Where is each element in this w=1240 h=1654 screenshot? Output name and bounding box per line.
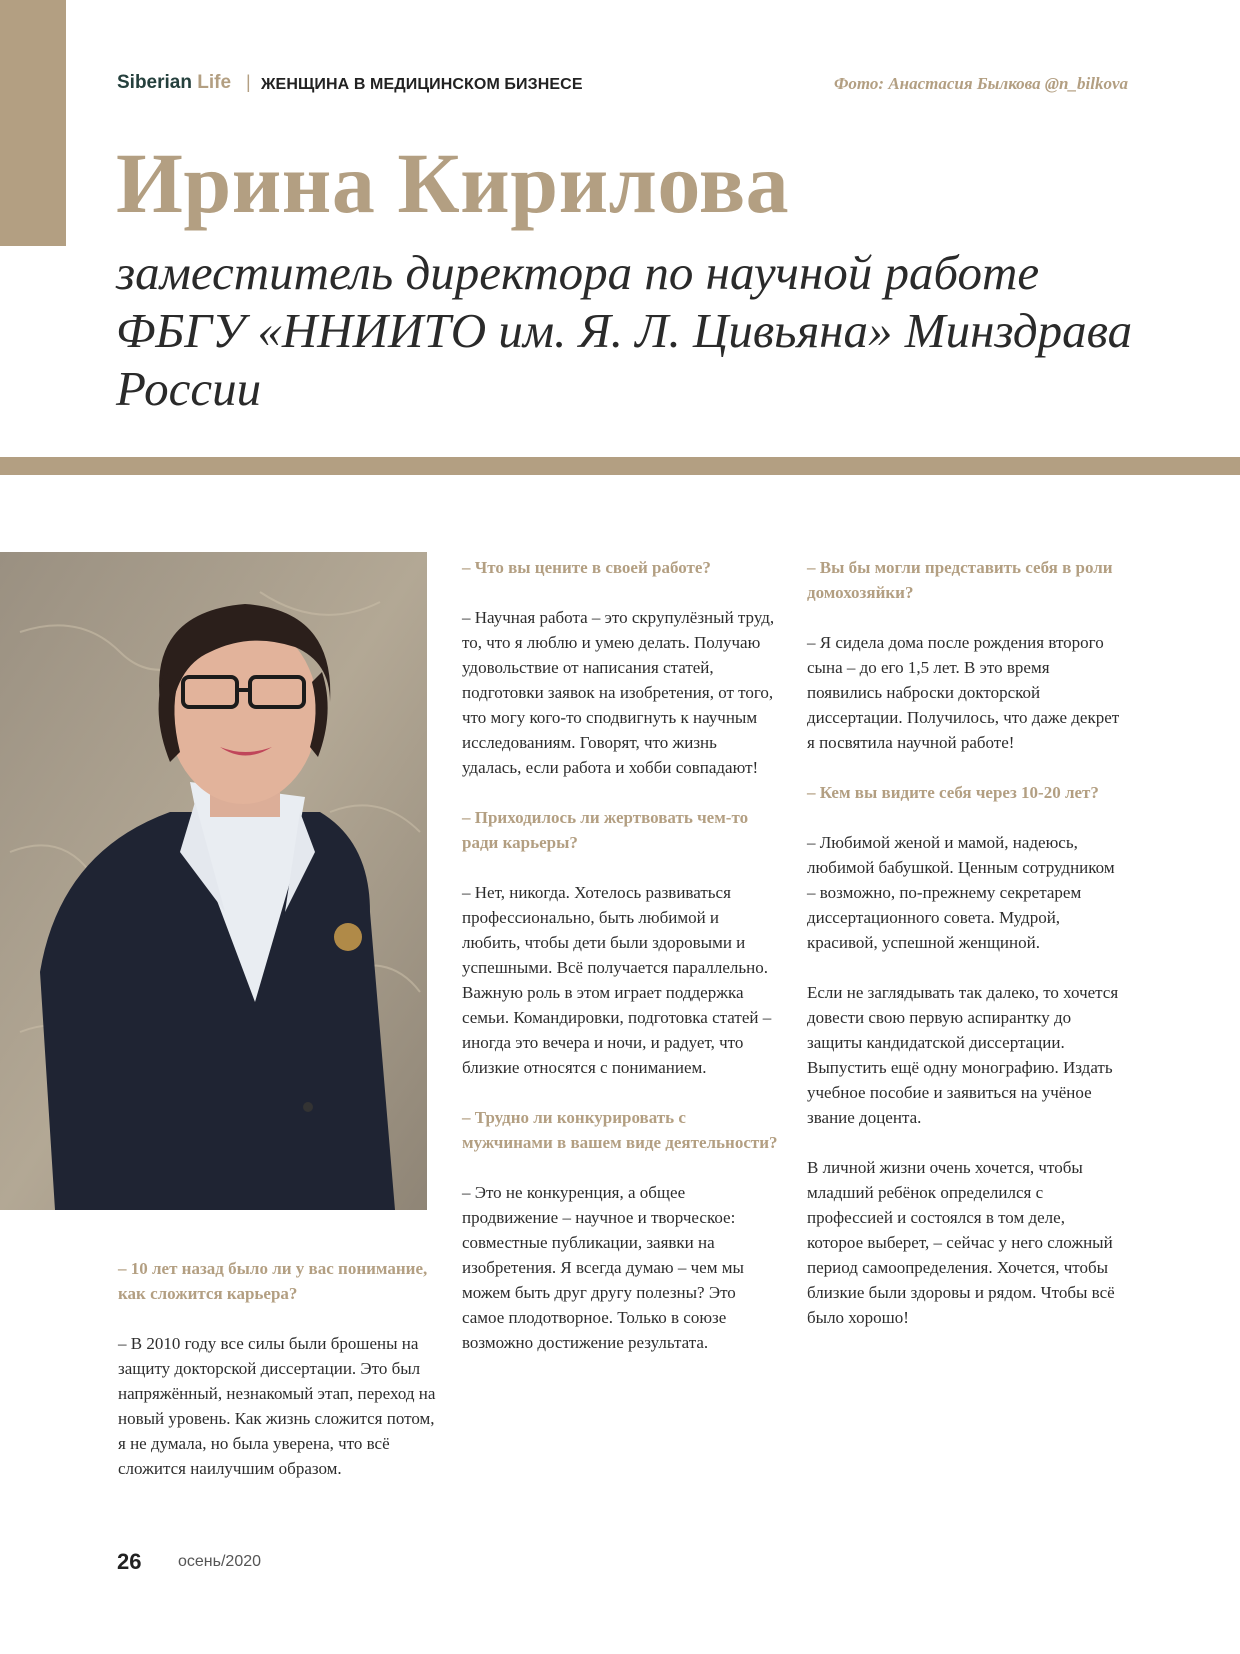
article-column-3 [807,555,1123,1355]
interview-question: – Что вы цените в своей работе? [462,558,711,577]
photo-credit: Фото: Анастасия Былкова @n_bilkova [833,74,1128,93]
header-separator: | [246,72,251,92]
interview-answer: – В 2010 году все силы были брошены на защиту докторской диссертации. Это был напряжённый, незнакомый этап, переход на новый уровень. Как жизнь сложится потом, я не думала, но была уверена, что всё сложится наилучшим образом. [118,1334,436,1478]
issue-label: осень/2020 [178,1553,262,1570]
section-rubric: ЖЕНЩИНА В МЕДИЦИНСКОМ БИЗНЕСЕ [261,76,583,93]
article-subtitle: заместитель директора по научной работе ФБГУ «ННИИТО им. Я. Л. Цивьяна» Минздрава России [116,245,1133,416]
accent-divider-band [0,457,1240,475]
page-number: 26 [117,1549,142,1574]
interview-answer: – Это не конкуренция, а общее продвижение – научное и творческое: совместные публикации, заявки на изобретения. Я всегда думаю – чем мы можем быть друг другу полезны? Это самое плодотворное. Только в союзе возможно достижение результата. [462,1183,744,1352]
blazer-button [303,1102,313,1112]
interview-question: – Приходилось ли жертвовать чем-то ради карьеры? [462,808,749,852]
article-paragraph: Если не заглядывать так далеко, то хочется довести свою первую аспирантку до защиты кандидатской диссертации. Выпустить ещё одну монографию. Издать учебное пособие и заявиться на учёное звание доцента. [807,983,1119,1127]
interview-answer: – Научная работа – это скрупулёзный труд, то, что я люблю и умею делать. Получаю удовольствие от написания статей, подготовки заявок на изобретения, от того, что могу кого-то сподвигнуть к научным исследованиям. Говорят, что жизнь удалась, если работа и хобби совпадают! [462,608,775,777]
article-title: Ирина Кирилова [116,135,790,231]
logo-word-siberian: Siberian [117,72,192,93]
article-column-2 [462,555,780,1380]
article-paragraph: В личной жизни очень хочется, чтобы младший ребёнок определился с профессией и состоялся в том деле, которое выберет, – сейчас у него сложный период самоопределения. Хочется, чтобы близкие были здоровы и рядом. Чтобы всё было хорошо! [807,1158,1115,1327]
interview-question: – Кем вы видите себя через 10-20 лет? [807,783,1099,802]
magazine-logo[interactable] [117,72,231,94]
logo-word-life: Life [197,72,232,93]
article-column-1 [118,1256,436,1506]
interview-answer: – Любимой женой и мамой, надеюсь, любимой бабушкой. Ценным сотрудником – возможно, по-прежнему секретарем диссертационного совета. Мудрой, красивой, успешной женщиной. [807,833,1115,952]
interview-answer: – Я сидела дома после рождения второго сына – до его 1,5 лет. В это время появились наброски докторской диссертации. Получилось, что даже декрет я посвятила научной работе! [807,633,1120,752]
interview-question: – 10 лет назад было ли у вас понимание, как сложится карьера? [118,1259,428,1303]
brooch [334,923,362,951]
portrait-photo [0,552,427,1210]
interview-question: – Вы бы могли представить себя в роли домохозяйки? [807,558,1113,602]
interview-answer: – Нет, никогда. Хотелось развиваться профессионально, быть любимой и любить, чтобы дети были здоровыми и успешными. Всё получается параллельно. Важную роль в этом играет поддержка семьи. Командировки, подготовка статей – иногда это вечера и ночи, и радует, что близкие относятся с пониманием. [462,883,772,1077]
portrait-illustration [0,552,427,1210]
interview-question: – Трудно ли конкурировать с мужчинами в вашем виде деятельности? [462,1108,778,1152]
corner-accent-block [0,0,66,246]
